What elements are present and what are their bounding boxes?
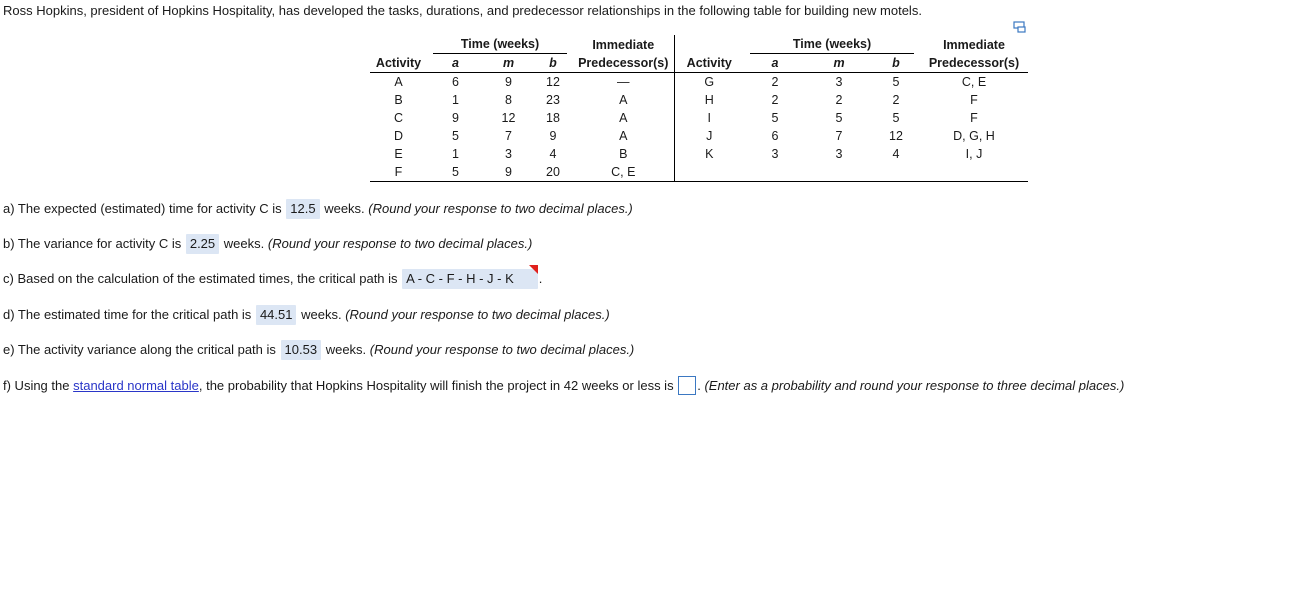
pred-cell: D, G, H [953,129,995,143]
activity-cell [674,163,744,182]
pred-cell: F [970,111,978,125]
b-cell: 23 [546,93,560,107]
b-cell: 4 [549,147,557,161]
answer-d[interactable]: 44.51 [256,305,297,325]
question-e-text: e) The activity variance along the critical path is [3,342,276,357]
question-a-text: a) The expected (estimated) time for activity C is [3,201,282,216]
time-weeks-header-right: Time (weeks) [750,35,914,54]
activity-cell: C [393,111,404,125]
question-a-unit: weeks. [324,201,365,216]
table-row [370,91,1028,109]
answer-a[interactable]: 12.5 [286,199,319,219]
activity-cell: E [394,147,403,161]
a-cell: 5 [427,163,484,182]
col-activity-right: Activity [674,54,744,73]
b-cell: 5 [892,75,900,89]
pred-cell: A [573,109,674,127]
question-b [3,234,532,254]
activity-cell: D [393,129,404,143]
col-a-right: a [744,54,806,73]
activity-cell: K [705,147,714,161]
pred-cell: I, J [965,147,983,161]
col-pred-right: Predecessor(s) [920,54,1028,73]
answer-f-input[interactable] [678,376,696,395]
a-cell: 5 [771,111,779,125]
m-cell: 7 [505,129,512,143]
activity-cell: I [707,111,711,125]
activity-cell: H [704,93,714,107]
question-a-hint: (Round your response to two decimal places.) [368,201,633,216]
m-cell: 7 [835,129,843,143]
table-row [370,109,1028,127]
question-d-text: d) The estimated time for the critical path is [3,307,252,322]
a-cell: 6 [771,129,779,143]
question-c-period: . [538,271,543,286]
pred-cell [920,163,1028,182]
question-c-text: c) Based on the calculation of the estimated times, the critical path is [3,271,398,286]
question-c [3,269,542,289]
incorrect-flag-icon [529,265,538,274]
activity-cell: G [704,75,715,89]
activity-cell: F [370,163,427,182]
table-row [370,127,1028,145]
immediate-header-left: Immediate [573,35,674,54]
pred-cell: B [573,145,674,163]
col-b-right: b [872,54,920,73]
question-f-period: . [697,378,701,393]
m-cell: 2 [835,93,843,107]
activity-table [370,35,1028,182]
pred-cell: — [573,73,674,92]
m-cell: 3 [505,147,512,161]
m-cell: 3 [835,75,843,89]
copy-table-icon[interactable] [1013,21,1027,33]
question-e-hint: (Round your response to two decimal places.) [369,342,635,357]
a-cell: 9 [452,111,459,125]
pred-cell: C, E [573,163,674,182]
question-f [3,376,1124,395]
b-cell: 9 [549,129,557,143]
col-pred-left: Predecessor(s) [573,54,674,73]
a-cell: 5 [452,129,459,143]
a-cell: 1 [452,147,459,161]
a-cell: 1 [452,93,459,107]
time-weeks-header-left: Time (weeks) [433,35,567,54]
a-cell: 2 [771,75,779,89]
pred-cell: F [970,93,978,107]
question-d-hint: (Round your response to two decimal places.) [345,307,610,322]
b-cell: 12 [889,129,903,143]
question-e [3,340,634,360]
activity-cell: J [706,129,713,143]
a-cell: 6 [452,75,459,89]
m-cell: 9 [484,163,533,182]
b-cell: 5 [892,111,900,125]
answer-c: A - C - F - H - J - K [406,271,514,286]
col-m-left: m [484,54,533,73]
question-f-hint: (Enter as a probability and round your response to three decimal places.) [704,378,1125,393]
col-b-left: b [533,54,573,73]
activity-cell: A [394,75,403,89]
pred-cell: C, E [961,75,987,89]
answer-c-select[interactable] [402,269,538,289]
answer-e[interactable]: 10.53 [281,340,322,360]
m-cell: 5 [835,111,843,125]
col-activity-left: Activity [370,54,427,73]
question-f-text: f) Using the [3,378,70,393]
question-a [3,199,633,219]
question-f-text-2: , the probability that Hopkins Hospitality will finish the project in 42 weeks or less is [198,378,674,393]
question-b-text: b) The variance for activity C is [3,236,182,251]
b-cell: 20 [533,163,573,182]
m-cell: 9 [505,75,512,89]
activity-cell: B [394,93,403,107]
a-cell [744,163,806,182]
a-cell: 2 [771,93,779,107]
table-row [370,163,1028,182]
a-cell: 3 [771,147,779,161]
b-cell: 4 [892,147,900,161]
question-d [3,305,610,325]
question-b-hint: (Round your response to two decimal places.) [267,236,533,251]
table-row [370,73,1028,92]
question-d-unit: weeks. [301,307,342,322]
pred-cell: A [573,127,674,145]
col-a-left: a [427,54,484,73]
question-b-unit: weeks. [223,236,265,251]
m-cell: 12 [501,111,516,125]
b-cell: 2 [892,93,900,107]
immediate-header-right: Immediate [943,37,1005,52]
standard-normal-table-link[interactable]: standard normal table [73,378,199,393]
table-row [370,145,1028,163]
b-cell: 18 [546,111,560,125]
pred-cell: A [573,91,674,109]
intro-text: Ross Hopkins, president of Hopkins Hospitality, has developed the tasks, durations, and predecessor relationships in the following table for building new motels. [3,3,922,18]
b-cell [872,163,920,182]
col-m-right: m [806,54,872,73]
b-cell: 12 [546,75,560,89]
question-e-unit: weeks. [325,342,367,357]
m-cell [806,163,872,182]
answer-b[interactable]: 2.25 [186,234,219,254]
m-cell: 8 [505,93,512,107]
m-cell: 3 [835,147,843,161]
